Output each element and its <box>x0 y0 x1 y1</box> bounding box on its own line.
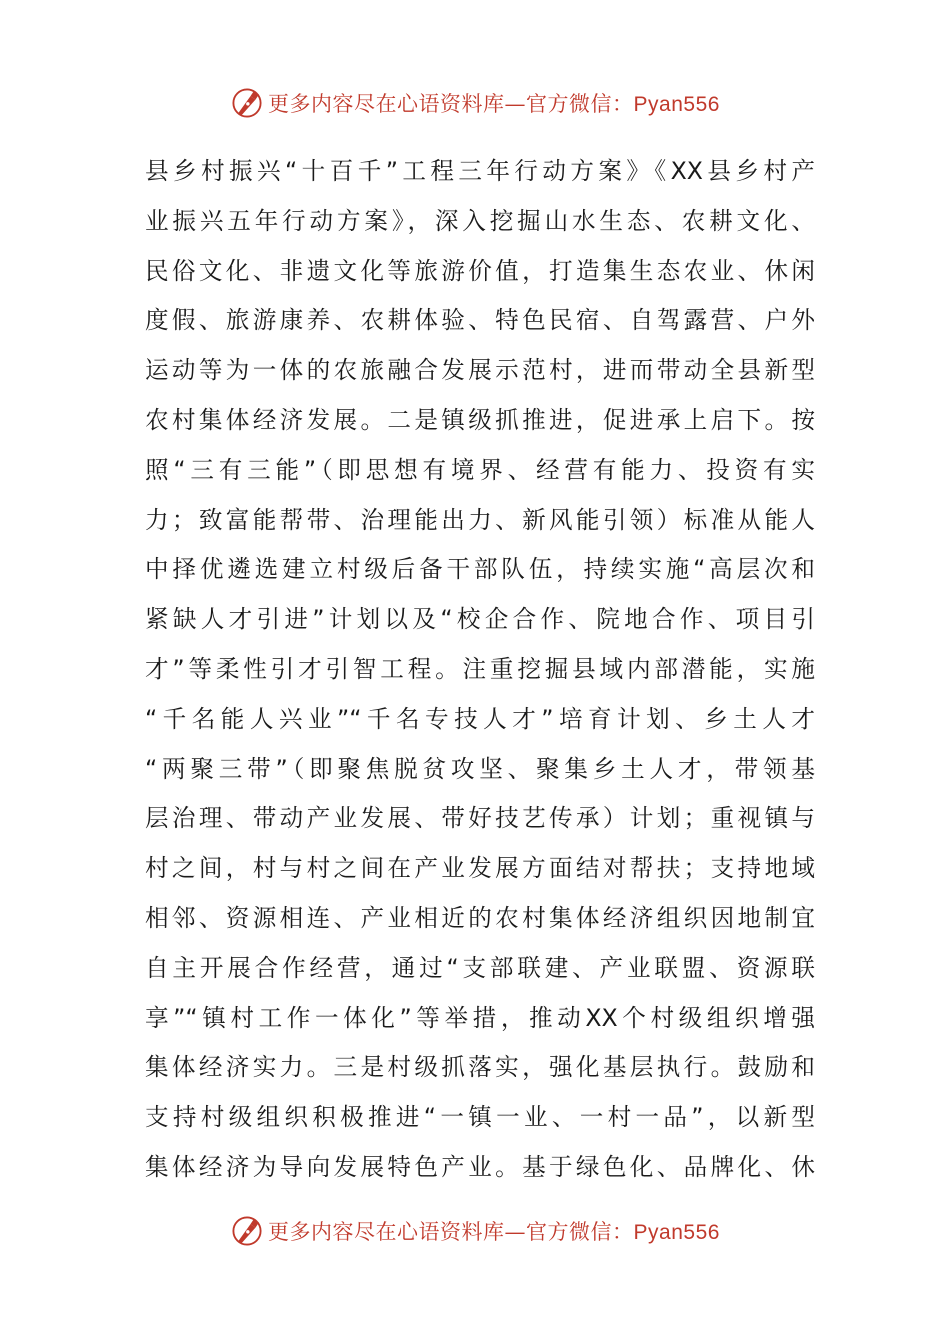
footer-wechat-id: Pyan556 <box>633 1221 720 1244</box>
text-line: “千名能人兴业”“千名专技人才”培育计划、乡土人才 <box>145 704 815 733</box>
text-line: 才”等柔性引才引智工程。注重挖掘县域内部潜能，实施 <box>145 654 815 683</box>
header-wechat-id: Pyan556 <box>633 93 720 116</box>
text-line: 力；致富能帮带、治理能出力、新风能引领）标准从能人 <box>145 505 815 534</box>
text-line: 县乡村振兴“十百千”工程三年行动方案》《XX县乡村产 <box>145 157 815 185</box>
footer-banner-text: 更多内容尽在心语资料库—官方微信：Pyan556 <box>268 1220 720 1244</box>
text-line: 村之间，村与村之间在产业发展方面结对帮扶；支持地域 <box>145 854 815 883</box>
pen-nib-logo-icon <box>230 86 264 120</box>
text-line: 享”“镇村工作一体化”等举措，推动XX个村级组织增强 <box>145 1003 815 1032</box>
text-line: 集体经济为导向发展特色产业。基于绿色化、品牌化、休 <box>145 1152 815 1181</box>
text-line: 紧缺人才引进”计划以及“校企合作、院地合作、项目引 <box>145 605 815 634</box>
header-banner <box>0 83 950 123</box>
text-line: “两聚三带”（即聚焦脱贫攻坚、聚集乡土人才，带领基 <box>145 754 815 783</box>
text-line: 照“三有三能”（即思想有境界、经营有能力、投资有实 <box>145 455 815 484</box>
text-line: 中择优遴选建立村级后备干部队伍，持续实施“高层次和 <box>145 555 815 584</box>
text-line: 农村集体经济发展。二是镇级抓推进，促进承上启下。按 <box>145 405 815 434</box>
text-line: 运动等为一体的农旅融合发展示范村，进而带动全县新型 <box>145 356 815 385</box>
text-line: 支持村级组织积极推进“一镇一业、一村一品”，以新型 <box>145 1103 815 1132</box>
text-line: 业振兴五年行动方案》，深入挖掘山水生态、农耕文化、 <box>145 206 815 235</box>
text-line: 集体经济实力。三是村级抓落实，强化基层执行。鼓励和 <box>145 1053 815 1082</box>
document-body <box>145 147 815 1193</box>
header-banner-text: 更多内容尽在心语资料库—官方微信：Pyan556 <box>268 92 720 116</box>
footer-banner <box>0 1211 950 1251</box>
text-line: 度假、旅游康养、农耕体验、特色民宿、自驾露营、户外 <box>145 306 815 335</box>
text-line: 自主开展合作经营，通过“支部联建、产业联盟、资源联 <box>145 953 815 982</box>
text-line: 层治理、带动产业发展、带好技艺传承）计划；重视镇与 <box>145 804 815 833</box>
text-line: 相邻、资源相连、产业相近的农村集体经济组织因地制宜 <box>145 903 815 932</box>
pen-nib-logo-icon <box>230 1214 264 1248</box>
text-line: 民俗文化、非遗文化等旅游价值，打造集生态农业、休闲 <box>145 256 815 285</box>
